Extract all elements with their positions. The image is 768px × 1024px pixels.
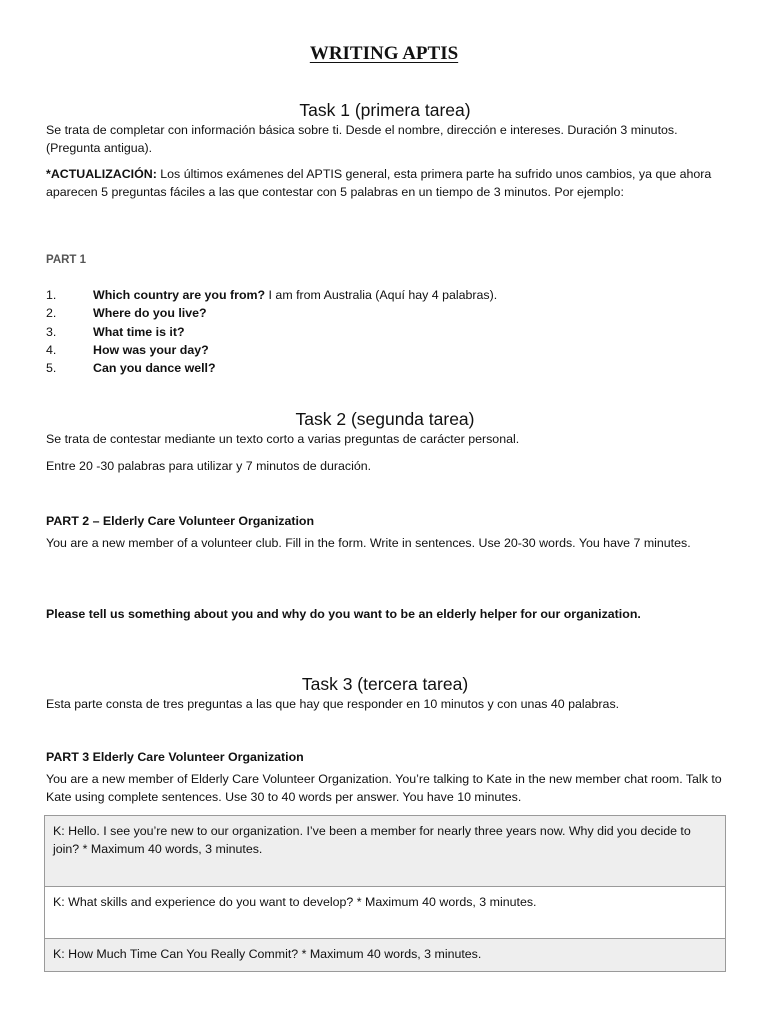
- part2-question-block: [46, 605, 724, 623]
- part1-block: [46, 251, 724, 269]
- list-item: [46, 286, 724, 304]
- kate-chat-table: [44, 815, 726, 972]
- task3-heading: Task 3 (tercera tarea): [301, 674, 469, 694]
- question-number: 3.: [46, 324, 57, 339]
- part2-label: PART 2 – Elderly Care Volunteer Organization: [46, 514, 315, 528]
- question-text: Which country are you from?: [93, 288, 266, 302]
- table-row: [45, 939, 726, 972]
- table-row: [45, 887, 726, 939]
- task2-heading: Task 2 (segunda tarea): [295, 409, 475, 429]
- task3-section: [46, 673, 724, 713]
- task1-update-label: *ACTUALIZACIÓN:: [46, 167, 157, 181]
- list-item: [46, 359, 724, 377]
- task1-update: [46, 165, 724, 201]
- part3-instructions: You are a new member of Elderly Care Volunteer Organization. You’re talking to Kate in the new member chat room. Talk to Kate using complete sentences. Use 30 to 40 words per answer. You have 10 minutes.: [46, 772, 722, 804]
- task1-heading: Task 1 (primera tarea): [299, 100, 471, 120]
- task2-duration: Entre 20 -30 palabras para utilizar y 7 minutos de duración.: [46, 459, 372, 473]
- table-cell: K: How Much Time Can You Really Commit? * Maximum 40 words, 3 minutes.: [45, 939, 726, 972]
- task3-intro: Esta parte consta de tres preguntas a las que hay que responder en 10 minutos y con unas 40 palabras.: [46, 697, 620, 711]
- table-row: [45, 816, 726, 887]
- part1-label: PART 1: [46, 254, 87, 266]
- question-number: 4.: [46, 342, 57, 357]
- question-text: Can you dance well?: [93, 361, 216, 376]
- list-item: [46, 323, 724, 341]
- question-number: 5.: [46, 361, 57, 376]
- list-item: [46, 304, 724, 322]
- task2-section: [46, 408, 724, 475]
- task1-section: [46, 99, 724, 201]
- question-text: Where do you live?: [93, 306, 207, 321]
- question-list: [46, 286, 724, 377]
- question-number: 2.: [46, 306, 57, 321]
- part1-questions: [46, 286, 724, 377]
- task2-intro: Se trata de contestar mediante un texto corto a varias preguntas de carácter personal.: [46, 432, 520, 446]
- list-item: [46, 341, 724, 359]
- question-number: 1.: [46, 288, 57, 302]
- part2-question: Please tell us something about you and why do you want to be an elderly helper for our organization.: [46, 607, 641, 621]
- table-cell: K: Hello. I see you’re new to our organization. I’ve been a member for nearly three years now. Why did you decide to join? * Maximum 40 words, 3 minutes.: [45, 816, 726, 887]
- document-title: WRITING APTIS: [309, 43, 459, 64]
- task1-update-text: Los últimos exámenes del APTIS general, esta primera parte ha sufrido unos cambios, ya que ahora aparecen 5 preguntas fáciles a las que contestar con 5 palabras en un tiempo de 3 minutos. Por ejemplo:: [46, 167, 712, 199]
- question-text: How was your day?: [93, 342, 209, 357]
- part3-block: [46, 748, 724, 806]
- question-text: What time is it?: [93, 324, 185, 339]
- table-cell: K: What skills and experience do you want to develop? * Maximum 40 words, 3 minutes.: [45, 887, 726, 939]
- question-answer: I am from Australia (Aquí hay 4 palabras).: [265, 288, 498, 302]
- task1-intro: Se trata de completar con información básica sobre ti. Desde el nombre, dirección e intereses. Duración 3 minutos. (Pregunta antigua).: [46, 123, 678, 155]
- kate-chat-table-wrap: [44, 815, 722, 972]
- part2-instructions: You are a new member of a volunteer club. Fill in the form. Write in sentences. Use 20-30 words. You have 7 minutes.: [46, 536, 691, 550]
- part3-label: PART 3 Elderly Care Volunteer Organization: [46, 750, 304, 764]
- part2-block: [46, 512, 724, 552]
